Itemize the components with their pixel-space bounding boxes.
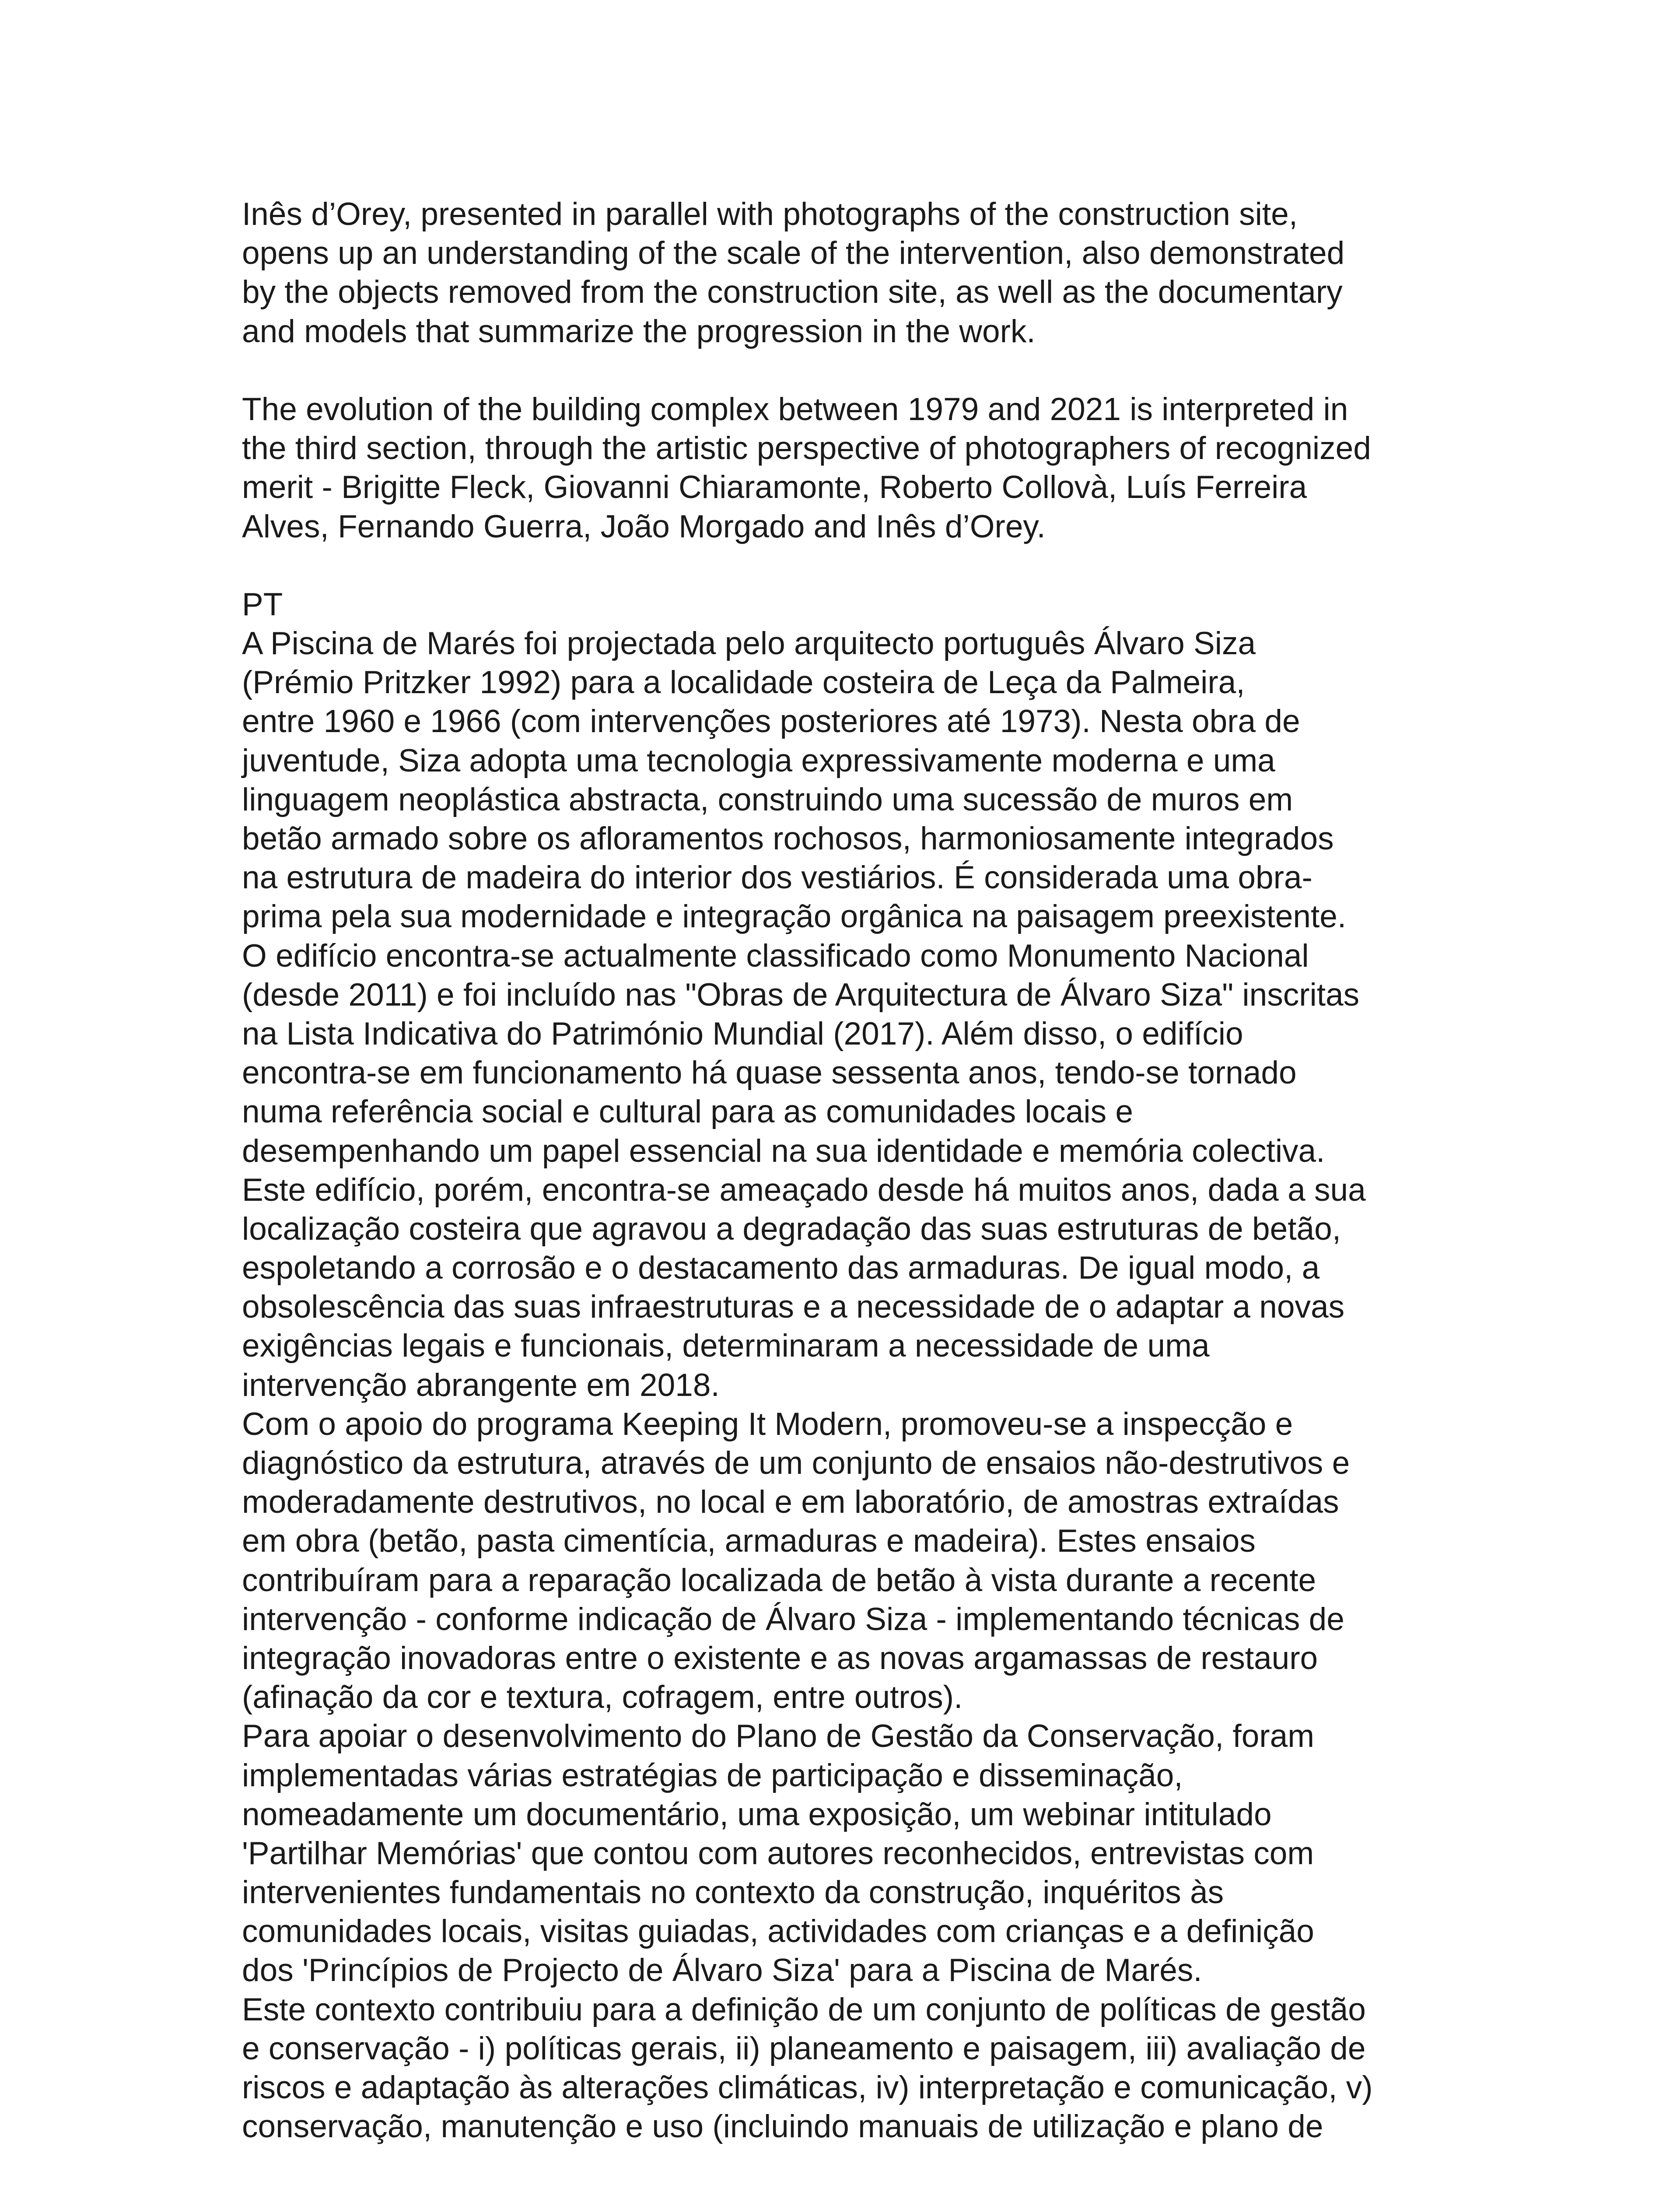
text-line: the third section, through the artistic perspective of photographers of recognized [242, 431, 1371, 466]
text-line: encontra-se em funcionamento há quase sessenta anos, tendo-se tornado [242, 1055, 1297, 1091]
pt-paragraph-3 [242, 1171, 1458, 1405]
text-line: prima pela sua modernidade e integração orgânica na paisagem preexistente. [242, 899, 1347, 935]
text-line: and models that summarize the progression in the work. [242, 313, 1036, 349]
text-line: moderadamente destrutivos, no local e em laboratório, de amostras extraídas [242, 1484, 1339, 1520]
text-line: na Lista Indicativa do Património Mundial (2017). Além disso, o edifício [242, 1016, 1243, 1052]
text-line: contribuíram para a reparação localizada de betão à vista durante a recente [242, 1562, 1316, 1598]
pt-heading: PT [242, 586, 283, 622]
paragraph-spacer [242, 351, 1458, 390]
text-line: 'Partilhar Memórias' que contou com autores reconhecidos, entrevistas com [242, 1835, 1314, 1871]
pt-paragraph-4 [242, 1405, 1458, 1717]
text-line: Inês d’Orey, presented in parallel with photographs of the construction site, [242, 196, 1298, 232]
pt-paragraph-2 [242, 936, 1458, 1171]
text-line: (desde 2011) e foi incluído nas "Obras de Arquitectura de Álvaro Siza" inscritas [242, 977, 1360, 1013]
text-line: (afinação da cor e textura, cofragem, entre outros). [242, 1680, 963, 1715]
text-line: diagnóstico da estrutura, através de um conjunto de ensaios não-destrutivos e [242, 1445, 1350, 1481]
text-line: entre 1960 e 1966 (com intervenções posteriores até 1973). Nesta obra de [242, 704, 1300, 740]
en-paragraph-1 [242, 195, 1458, 351]
text-line: Com o apoio do programa Keeping It Modern, promoveu-se a inspecção e [242, 1406, 1293, 1442]
text-line: opens up an understanding of the scale of the intervention, also demonstrated [242, 235, 1345, 271]
text-line: linguagem neoplástica abstracta, construindo uma sucessão de muros em [242, 782, 1293, 817]
text-line: implementadas várias estratégias de participação e disseminação, [242, 1757, 1183, 1793]
text-line: (Prémio Pritzker 1992) para a localidade costeira de Leça da Palmeira, [242, 665, 1245, 701]
text-line: Para apoiar o desenvolvimento do Plano de Gestão da Conservação, foram [242, 1718, 1315, 1754]
text-line: O edifício encontra-se actualmente classificado como Monumento Nacional [242, 938, 1309, 974]
pt-paragraph-6 [242, 1990, 1458, 2146]
text-line: espoletando a corrosão e o destacamento das armaduras. De igual modo, a [242, 1250, 1320, 1286]
text-line: conservação, manutenção e uso (incluindo manuais de utilização e plano de [242, 2109, 1323, 2145]
text-line: A Piscina de Marés foi projectada pelo arquitecto português Álvaro Siza [242, 626, 1256, 662]
pt-paragraph-1 [242, 624, 1458, 936]
text-line: numa referência social e cultural para as comunidades locais e [242, 1094, 1133, 1130]
text-line: intervenção abrangente em 2018. [242, 1367, 720, 1403]
text-line: em obra (betão, pasta cimentícia, armaduras e madeira). Estes ensaios [242, 1523, 1256, 1559]
text-line: obsolescência das suas infraestruturas e a necessidade de o adaptar a novas [242, 1289, 1345, 1325]
text-line: localização costeira que agravou a degradação das suas estruturas de betão, [242, 1211, 1341, 1247]
text-line: by the objects removed from the construction site, as well as the documentary [242, 274, 1343, 310]
text-line: juventude, Siza adopta uma tecnologia expressivamente moderna e uma [242, 743, 1275, 778]
text-line: integração inovadoras entre o existente e as novas argamassas de restauro [242, 1640, 1318, 1676]
text-line: Alves, Fernando Guerra, João Morgado and Inês d’Orey. [242, 508, 1046, 544]
text-line: dos 'Princípios de Projecto de Álvaro Siza' para a Piscina de Marés. [242, 1953, 1202, 1988]
text-line: intervenção - conforme indicação de Álvaro Siza - implementando técnicas de [242, 1601, 1344, 1637]
body-text [242, 195, 1458, 2146]
text-line: e conservação - i) políticas gerais, ii) planeamento e paisagem, iii) avaliação de [242, 2030, 1366, 2066]
text-line: merit - Brigitte Fleck, Giovanni Chiaramonte, Roberto Collovà, Luís Ferreira [242, 470, 1307, 505]
paragraph-spacer [242, 546, 1458, 585]
text-line: Este edifício, porém, encontra-se ameaçado desde há muitos anos, dada a sua [242, 1172, 1366, 1208]
text-line: nomeadamente um documentário, uma exposição, um webinar intitulado [242, 1796, 1272, 1832]
text-line: riscos e adaptação às alterações climáticas, iv) interpretação e comunicação, v) [242, 2070, 1373, 2105]
text-line: betão armado sobre os afloramentos rochosos, harmoniosamente integrados [242, 821, 1334, 856]
text-line: The evolution of the building complex between 1979 and 2021 is interpreted in [242, 391, 1348, 427]
pt-paragraph-5 [242, 1717, 1458, 1990]
text-line: na estrutura de madeira do interior dos vestiários. É considerada uma obra- [242, 860, 1312, 896]
text-line: Este contexto contribuiu para a definição de um conjunto de políticas de gestão [242, 1992, 1366, 2027]
text-line: exigências legais e funcionais, determinaram a necessidade de uma [242, 1328, 1210, 1364]
text-line: desempenhando um papel essencial na sua identidade e memória colectiva. [242, 1133, 1325, 1169]
text-line: comunidades locais, visitas guiadas, actividades com crianças e a definição [242, 1914, 1314, 1950]
en-paragraph-2 [242, 390, 1458, 546]
text-line: intervenientes fundamentais no contexto da construção, inquéritos às [242, 1875, 1224, 1911]
